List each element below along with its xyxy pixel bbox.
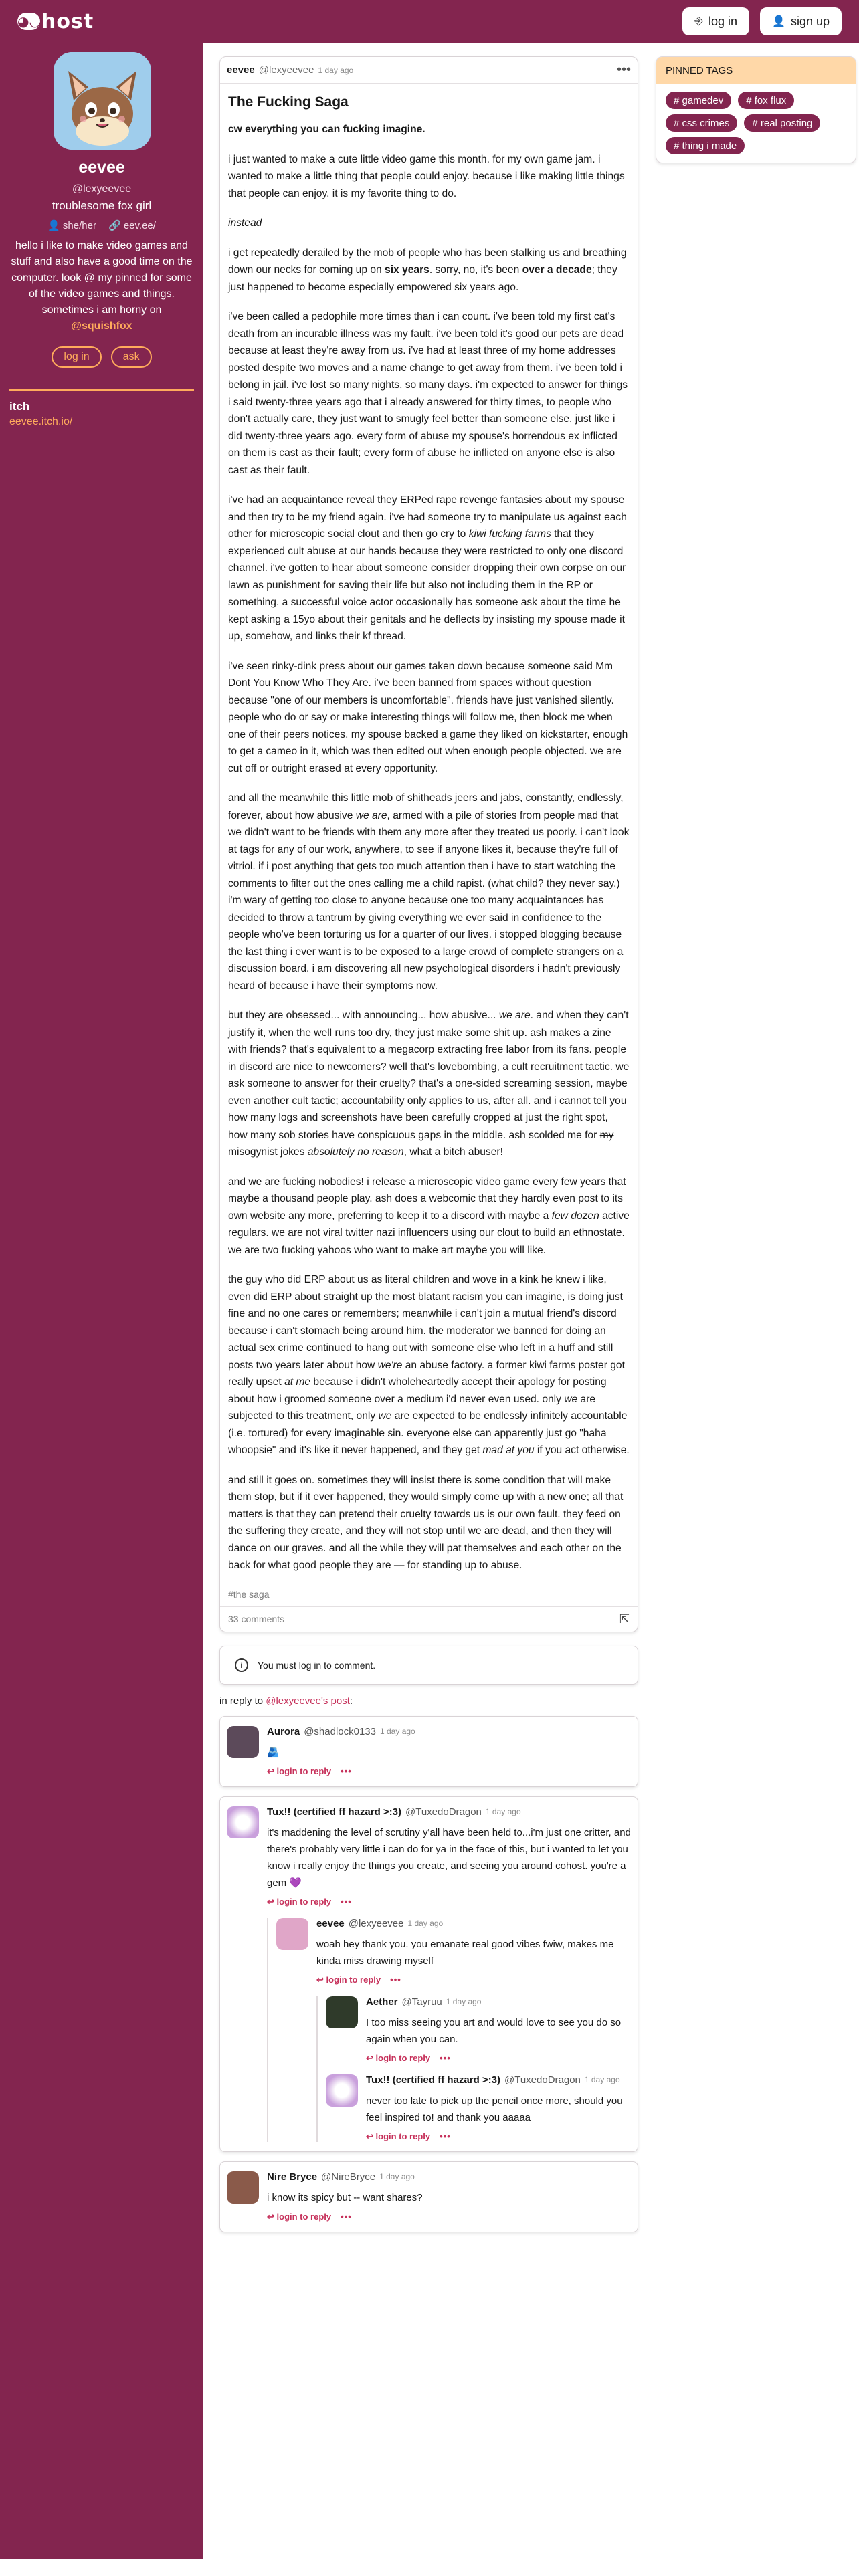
- comment-more-button[interactable]: •••: [390, 1975, 401, 1985]
- profile-handle: @lexyeevee: [72, 183, 132, 195]
- avatar[interactable]: [326, 1996, 358, 2028]
- share-icon[interactable]: ⇱: [619, 1612, 630, 1626]
- comment: [227, 1806, 631, 2142]
- nested-replies: [267, 1918, 631, 2142]
- nested-replies: [316, 1996, 631, 2142]
- post-paragraph: i've seen rinky-dink press about our games taken down because someone said Mm Dont You Know Who They Are. i've been banned from spaces without question because "one of our members is uncomfortable". friends have just vanished silently. people who do or say or make interesting things will follow me, then block me when one of their peers notices. my spouse backed a game they liked on kickstarter, enough to get a cameo in it, which was then edited out when enough people objected. we are cut off or outright erased at every opportunity.: [228, 660, 628, 774]
- login-icon: ⎆: [694, 15, 703, 27]
- more-options-icon[interactable]: •••: [616, 62, 631, 77]
- comment-timestamp: 1 day ago: [446, 1997, 482, 2006]
- comment: [326, 1996, 631, 2064]
- post-author-handle[interactable]: @lexyeevee: [258, 64, 314, 76]
- profile-bio: hello i like to make video games and stuff and also have a good time on the computer. look @ my pinned for some of the video games and things. sometimes i am horny on @squishfox: [11, 240, 193, 332]
- divider: [9, 389, 194, 391]
- page-bottom: [0, 2559, 859, 2576]
- comment-more-button[interactable]: •••: [440, 2131, 451, 2141]
- post-paragraph: and we are fucking nobodies! i release a microscopic video game every few years that maybe a thousand people play. ash does a webcomic that they hardly even post to its own website any more, preferring to keep it to a discord with maybe a few dozen active regulars. we are not viral twitter nazi influencers using our clout to build an ethnostate. we are two fucking yahoos who want to make art maybe you will like.: [228, 1176, 630, 1256]
- comment-timestamp: 1 day ago: [584, 2075, 620, 2084]
- egg-bug-icon: ◕◡: [17, 13, 41, 29]
- reply-icon: ↩: [366, 2131, 376, 2141]
- post-timestamp[interactable]: 1 day ago: [318, 65, 354, 75]
- post-author-name[interactable]: eevee: [227, 64, 255, 76]
- bio-mention-link[interactable]: @squishfox: [71, 320, 132, 332]
- comment-author-name[interactable]: Tux!! (certified ff hazard >:3): [267, 1806, 401, 1818]
- comment: [227, 1726, 631, 1777]
- comment-timestamp: 1 day ago: [379, 2172, 415, 2181]
- post: [219, 56, 638, 1632]
- login-to-reply-link[interactable]: ↩ login to reply: [267, 1765, 332, 1776]
- comment-timestamp: 1 day ago: [380, 1727, 415, 1736]
- pinned-tag[interactable]: # gamedev: [666, 92, 731, 109]
- login-to-reply-link[interactable]: ↩ login to reply: [316, 1974, 381, 1985]
- pinned-tag[interactable]: # fox flux: [738, 92, 794, 109]
- comment-author-name[interactable]: Aether: [366, 1996, 398, 2008]
- pinned-tags-list: [656, 84, 856, 163]
- comment-author-handle[interactable]: @TuxedoDragon: [504, 2074, 581, 2086]
- post-paragraph: i've been called a pedophile more times than i can count. i've been told my first cat's death from an incurable illness was my fault. i've been told it's good our pets are dead because at least they're away from us. i've had at least three of my home addresses posted despite two moves and a name change to get away from them. i've been told i belong in jail. i've lost so many nights, so many days. i'm expected to answer for things i said twenty-three years ago that i already answered for thirty times, to people who don't actually care, they just want to smugly feel better than someone else, just like i did twenty-three years ago. every form of abuse my spouse's horrendous ex inflicted on them is cast as their fault; every form of abuse he inflicted on anyone else is also cast as their fault.: [228, 311, 628, 476]
- comment-more-button[interactable]: •••: [341, 2212, 352, 2222]
- avatar[interactable]: [227, 2171, 259, 2204]
- comment-author-name[interactable]: Nire Bryce: [267, 2171, 318, 2183]
- pronouns: 👤 she/her: [47, 220, 96, 231]
- main-column: [219, 56, 638, 2232]
- pinned-tag[interactable]: # real posting: [744, 114, 820, 132]
- login-to-reply-link[interactable]: ↩ login to reply: [366, 2052, 431, 2063]
- comment-text: woah hey thank you. you emanate real good vibes fwiw, makes me kinda miss drawing myself: [316, 1938, 614, 1967]
- comment-author-handle[interactable]: @TuxedoDragon: [405, 1806, 482, 1818]
- post-cw: cw everything you can fucking imagine.: [228, 124, 425, 135]
- cohost-logo[interactable]: ◕◡ host: [17, 9, 94, 33]
- login-to-comment-notice: i You must log in to comment.: [219, 1646, 638, 1685]
- post-paragraph: i get repeatedly derailed by the mob of people who has been stalking us and breathing down our necks for coming up on six years. sorry, no, it's been over a decade; they just happened to become especially empowered six years ago.: [228, 247, 627, 293]
- comment-timestamp: 1 day ago: [407, 1919, 444, 1928]
- login-to-reply-link[interactable]: ↩ login to reply: [267, 1896, 332, 1907]
- person-icon: 👤: [47, 220, 60, 231]
- sidebar-login-button[interactable]: log in: [52, 346, 101, 368]
- profile-sidebar: [0, 43, 203, 2576]
- comment-author-handle[interactable]: @NireBryce: [321, 2171, 376, 2183]
- add-user-icon: 👤: [772, 16, 785, 27]
- ask-button[interactable]: ask: [111, 346, 152, 368]
- reply-icon: ↩: [366, 2052, 376, 2063]
- comment-author-handle[interactable]: @shadlock0133: [304, 1725, 376, 1737]
- comment-more-button[interactable]: •••: [341, 1897, 352, 1907]
- avatar[interactable]: [227, 1726, 259, 1758]
- avatar[interactable]: [276, 1918, 308, 1950]
- post-paragraph: and all the meanwhile this little mob of shitheads jeers and jabs, constantly, endlessly, forever, about how abusive we are, armed with a pile of stories from people mad that we didn't want to be friends with them any more after they treated us poorly. i can't look at tags for any of our work, anywhere, to see if anyone likes it, because they're full of vitriol. if i post anything that gets too much attention then i have to start watching the comments to filter out the ones calling me a child rapist. (what child? they never say.) i'm wary of getting too close to anyone because one too many acquaintances has decided to throw a tantrum by giving everything we ever said in confidence to the people who've been torturing us for a quarter of our lives. i stopped blogging because the last thing i ever want is to be exposed to a large crowd of complete strangers on a discussion board. i am discovering all new psychological disorders i hadn't previously heard of because i have their symptoms now.: [228, 792, 630, 992]
- profile-link-label: itch: [9, 400, 30, 413]
- top-bar: [0, 0, 859, 43]
- pinned-tag[interactable]: # thing i made: [666, 137, 745, 154]
- profile-link[interactable]: eevee.itch.io/: [9, 416, 73, 427]
- comment-author-name[interactable]: Tux!! (certified ff hazard >:3): [366, 2074, 500, 2086]
- login-to-reply-link[interactable]: ↩ login to reply: [366, 2131, 431, 2141]
- comment-text: I too miss seeing you art and would love to see you do so again when you can.: [366, 2016, 622, 2045]
- comment-timestamp: 1 day ago: [485, 1807, 521, 1816]
- comment-author-handle[interactable]: @lexyeevee: [348, 1917, 404, 1929]
- avatar[interactable]: [326, 2074, 358, 2107]
- reply-icon: ↩: [267, 2211, 277, 2222]
- comment-more-button[interactable]: •••: [341, 1766, 352, 1776]
- reply-context: in reply to @lexyeevee's post:: [219, 1695, 353, 1707]
- post-paragraph: i've had an acquaintance reveal they ERPed rape revenge fantasies about my spouse and then try to be my friend again. i've had someone try to manipulate us against each other for microscopic social clout and then go cry to kiwi fucking farms that they experienced cult abuse at our hands because they were restricted to only one discord channel. i've gotten to hear about someone consider dropping their own corpse on our lawn as punishment for saving their life but also not including them in the RP or something. a successful voice actor occasionally has someone ask about the time he kept asking a 15yo about their genitals and he deflects by insisting my spouse made it up, somehow, and links their kf thread.: [228, 494, 627, 642]
- reply-icon: ↩: [316, 1974, 326, 1985]
- comment-more-button[interactable]: •••: [440, 2053, 451, 2063]
- profile-tagline: troublesome fox girl: [52, 199, 152, 212]
- comment-thread: [219, 2161, 638, 2232]
- post-paragraph: and still it goes on. sometimes they will insist there is some condition that will make them stop, but if it ever happened, they would simply come up with a new one; all that matters is that they can pretend their cruelty towards us is our own fault. they feed on the suffering they create, and they will not stop until we are dead, and then they will dance on our graves. and all the while they will pat themselves and each other on the back for what good people they are — for standing up to abuse.: [228, 1474, 624, 1571]
- comment: [326, 2074, 631, 2142]
- post-paragraph: i just wanted to make a cute little video game this month. for my own game jam. i wanted to make a little thing that people could enjoy. because i like making little things that people can enjoy. it is my favorite thing to do.: [228, 153, 625, 199]
- comment-author-handle[interactable]: @Tayruu: [401, 1996, 442, 2008]
- reply-icon: ↩: [267, 1765, 277, 1776]
- signup-button[interactable]: 👤 sign up: [760, 7, 842, 35]
- profile-display-name: eevee: [78, 158, 125, 177]
- post-body: [220, 121, 638, 1574]
- info-icon: i: [235, 1658, 248, 1672]
- avatar[interactable]: [227, 1806, 259, 1838]
- comment-text: 🫂: [267, 1746, 280, 1758]
- post-paragraph: instead: [228, 217, 262, 229]
- comment-thread: [219, 1796, 638, 2152]
- comment-author-name[interactable]: Aurora: [267, 1725, 300, 1737]
- comment: [227, 2171, 631, 2222]
- comment-text: i know its spicy but -- want shares?: [267, 2191, 423, 2204]
- post-paragraph: but they are obsessed... with announcing... how abusive... we are. and when they can't justify it, when the well runs too dry, they just make some shit up. ash makes a zine with friends? that's equivalent to a megacorp extracting free labor from its fans. people in discord are nice to newcomers? well that's lovebombing, a cult recruitment tactic. we ask someone to answer for their cruelty? that's a one-sided screaming session, maybe even another cult tactic; accountability only applies to us, after all. and i cannot tell you how many logs and screenshots have been carefully cropped at just the right spot, how many sob stories have conspicuous gaps in the middle. ash scolded me for my misogynist jokes absolutely no reason, what a bitch abuser!: [228, 1010, 630, 1158]
- comment: [276, 1918, 631, 2142]
- comment-text: it's maddening the level of scrutiny y'all have been held to...i'm just one critter, and there's probably very little i can do for ya in the face of this, but i wanted to let you know i really enjoy the things you create, and seeing you around cohost. you're a gem 💜: [267, 1826, 631, 1889]
- post-paragraph: the guy who did ERP about us as literal children and wove in a kink he knew i like, even did ERP about straight up the most blatant racism you can imagine, is doing just fine and no one cares or remembers; meanwhile i can't join a mutual friend's discord because i can't stomach being around him. the moderator we banned for doing an actual sex crime continued to hang out with someone else who left in a huff and still posts two years later about how we're an abuse factory. a former kiwi farms poster got really upset at me because i didn't wholeheartedly accept their apology for posting about how i groomed someone over a medium i'd never even used. only we are subjected to this treatment, only we are expected to be endlessly infinitely accountable (i.e. tortured) for every imaginable sin. everyone else can apparently just go "haha whoopsie" and it's like it never happened, and they get mad at you if you act otherwise.: [228, 1274, 630, 1456]
- login-to-reply-link[interactable]: ↩ login to reply: [267, 2211, 332, 2222]
- login-button[interactable]: ⎆ log in: [682, 7, 749, 35]
- link-icon: 🔗: [108, 220, 121, 231]
- website-link[interactable]: 🔗 eev.ee/: [108, 220, 156, 231]
- comment-thread: [219, 1716, 638, 1787]
- post-footer: [220, 1606, 638, 1632]
- comment-count[interactable]: 33 comments: [228, 1614, 285, 1624]
- pinned-tag[interactable]: # css crimes: [666, 114, 737, 132]
- post-header: [220, 57, 638, 84]
- avatar: [54, 52, 151, 150]
- comment-author-name[interactable]: eevee: [316, 1917, 345, 1929]
- right-column: [656, 56, 859, 163]
- profile-meta: [0, 219, 203, 231]
- post-tag[interactable]: #the saga: [228, 1588, 270, 1600]
- post-title: The Fucking Saga: [228, 94, 349, 110]
- pinned-tags-panel: [656, 56, 856, 163]
- reply-icon: ↩: [267, 1896, 277, 1907]
- reply-context-link[interactable]: @lexyeevee's post: [266, 1695, 350, 1707]
- pinned-tags-header: PINNED TAGS: [656, 57, 856, 84]
- comment-text: never too late to pick up the pencil once more, should you feel inspired to! and thank you aaaaa: [366, 2095, 623, 2123]
